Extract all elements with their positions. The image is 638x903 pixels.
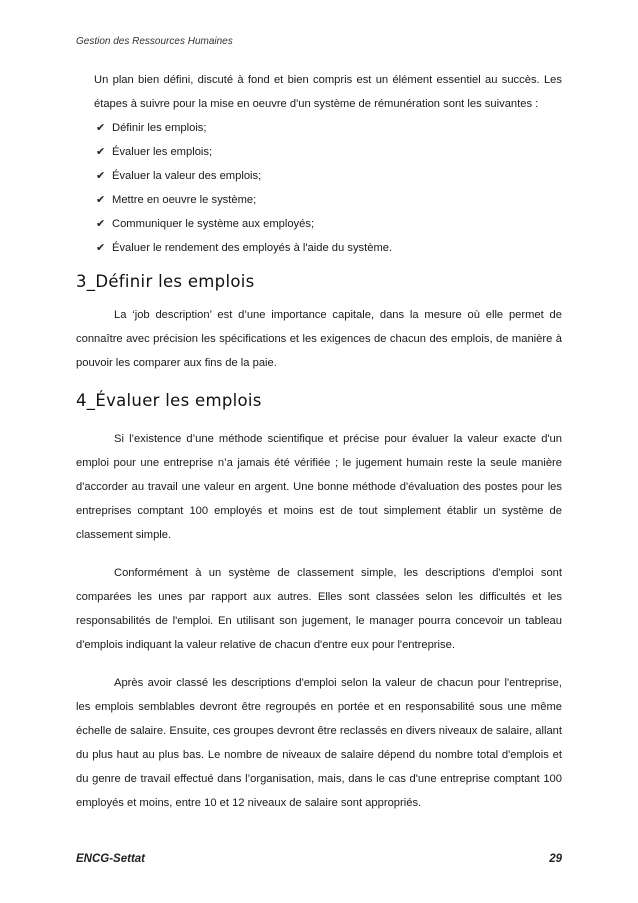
section-heading-evaluer: 4_Évaluer les emplois: [76, 391, 262, 410]
checklist-item-label: Évaluer le rendement des employés à l'aide du système.: [112, 242, 393, 254]
checklist-item-label: Évaluer la valeur des emplois;: [112, 170, 262, 182]
checkmark-icon: ✔: [96, 122, 106, 134]
section-heading-definir: 3_Définir les emplois: [76, 272, 255, 291]
checklist-item: [96, 164, 562, 188]
page-body: [76, 68, 562, 823]
checklist-item: [96, 140, 562, 164]
checklist-item: [96, 236, 562, 260]
checklist-item-label: Définir les emplois;: [112, 122, 207, 134]
checkmark-icon: ✔: [96, 146, 106, 158]
section-paragraph: Si l’existence d’une méthode scientifique et précise pour évaluer la valeur exacte d'un emploi pour une entreprise n’a jamais été vérifiée ; le jugement humain reste la seule manière d'accorder au travail une valeur en argent. Une bonne méthode d'évaluation des postes pour les entreprises comptant 100 employés et moins est de tout simplement établir un système de classement simple.: [76, 433, 562, 541]
steps-checklist: [96, 116, 562, 260]
footer-school-name: ENCG-Settat: [76, 853, 146, 865]
intro-paragraph: Un plan bien défini, discuté à fond et bien compris est un élément essentiel au succès. Les étapes à suivre pour la mise en oeuvre d'un système de rémunération sont les suivantes :: [94, 74, 562, 110]
checkmark-icon: ✔: [96, 242, 106, 254]
section-paragraph: Après avoir classé les descriptions d'emploi selon la valeur de chacun pour l'entreprise, les emplois semblables devront être regroupés en portée et en responsabilité sous une même échelle de salaire. Ensuite, ces groupes devront être reclassés en divers niveaux de salaire, allant du plus haut au plus bas. Le nombre de niveaux de salaire dépend du nombre total d'emplois et du genre de travail effectué dans l’organisation, mais, dans le cas d'une entreprise comptant 100 employés et moins, entre 10 et 12 niveaux de salaire sont appropriés.: [76, 677, 562, 809]
section-paragraph: La ‘job description’ est d’une importance capitale, dans la mesure où elle permet de connaître avec précision les spécifications et les exigences de chacun des emplois, de manière à pouvoir les comparer aux fins de la paie.: [76, 309, 562, 369]
checkmark-icon: ✔: [96, 218, 106, 230]
checklist-item-label: Mettre en oeuvre le système;: [112, 194, 257, 206]
checklist-item: [96, 188, 562, 212]
checklist-item-label: Évaluer les emplois;: [112, 146, 213, 158]
page-footer: [76, 853, 562, 865]
section-paragraph: Conformément à un système de classement simple, les descriptions d'emploi sont comparées les unes par rapport aux autres. Elles sont classées selon les difficultés et les responsabilités de l'emploi. En utilisant son jugement, le manager pourra concevoir un tableau d'emplois indiquant la valeur relative de chacun d'entre eux pour l'entreprise.: [76, 567, 562, 651]
checkmark-icon: ✔: [96, 194, 106, 206]
checklist-item-label: Communiquer le système aux employés;: [112, 218, 315, 230]
checkmark-icon: ✔: [96, 170, 106, 182]
checklist-item: [96, 116, 562, 140]
running-header: Gestion des Ressources Humaines: [76, 36, 233, 47]
page-number: 29: [549, 853, 562, 865]
checklist-item: [96, 212, 562, 236]
